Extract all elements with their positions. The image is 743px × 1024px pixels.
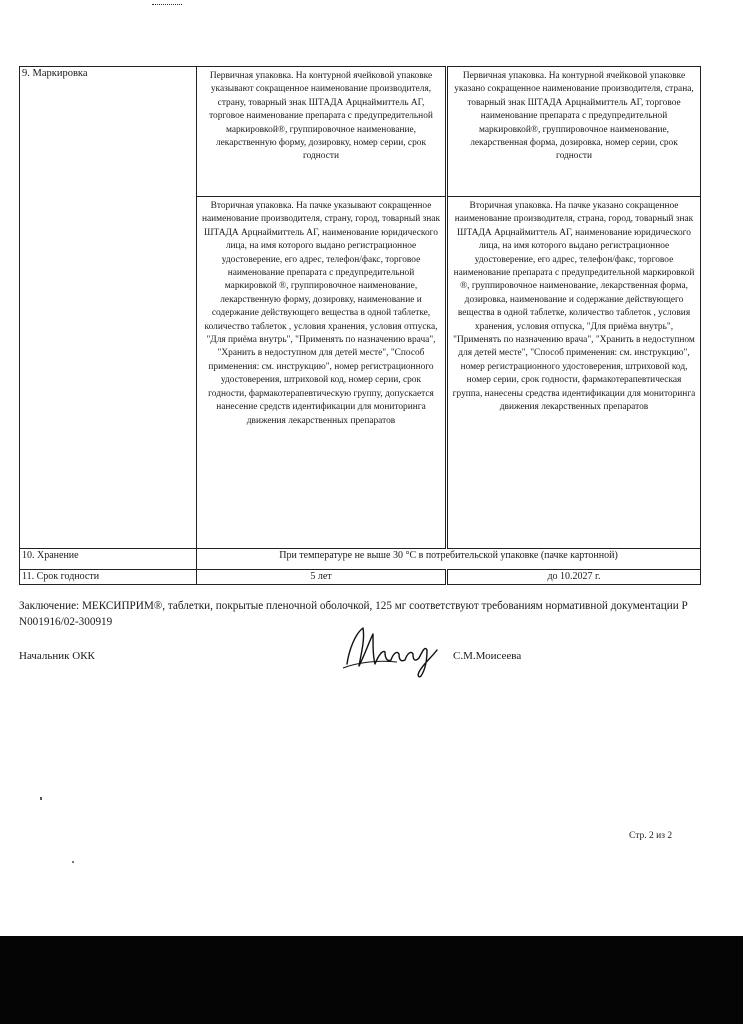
table-row <box>20 67 701 197</box>
table-row <box>20 570 701 585</box>
parameter-cell-storage: 10. Хранение <box>20 549 197 570</box>
parameter-cell-marking: 9. Маркировка <box>20 67 197 549</box>
conclusion-text: Заключение: МЕКСИПРИМ®, таблетки, покрытые пленочной оболочкой, 125 мг соответствуют требованиям нормативной документации Р N001916/02-300919 <box>19 600 688 628</box>
requirement-cell: Вторичная упаковка. На пачке указывают сокращенное наименование производителя, страну, город, товарный знак ШТАДА Арцнаймиттель АГ, наименование юридического лица, на имя которого выдано регистрационное удостоверение, его адрес, телефон/факс, торговое наименование препарата с предупредительной маркировкой ®, группировочное наименование, лекарственную форму, дозировку, наименование и содержание действующего вещества в одной таблетке, количество таблеток , условия хранения, условия отпуска, "Для приёма внутрь", "Применять по назначению врача", "Хранить в недоступном для детей месте", "Способ применения: см. инструкцию", номер регистрационного удостоверения, штриховой код, номер серии, срок годности, фармакотерапевтическую группу, допускается нанесение средств идентификации для мониторинга движения лекарственных препаратов <box>197 197 447 549</box>
result-cell: до 10.2027 г. <box>447 570 701 585</box>
requirement-cell: Первичная упаковка. На контурной ячейковой упаковке указывают сокращенное наименование производителя, страну, товарный знак ШТАДА Арцнаймиттель АГ, торговое наименование препарата с предупредительной маркировкой®, группировочное наименование, лекарственную форму, дозировку, номер серии, срок годности <box>197 67 447 197</box>
signer-name: С.М.Моисеева <box>453 650 522 662</box>
requirement-cell: 5 лет <box>197 570 447 585</box>
parameter-cell-shelf-life: 11. Срок годности <box>20 570 197 585</box>
scan-speck <box>40 797 42 800</box>
scan-dark-band <box>0 936 743 1024</box>
result-cell: Первичная упаковка. На контурной ячейковой упаковке указано сокращенное наименование производителя, страна, товарный знак ШТАДА Арцнаймиттель АГ, торговое наименование препарата с предупредительной маркировкой®, группировочное наименование, лекарственная форма, дозировка, номер серии, срок годности <box>447 67 701 197</box>
scan-speck <box>72 861 74 863</box>
signature-block <box>19 648 719 708</box>
signer-position: Начальник ОКК <box>19 650 95 662</box>
table-row <box>20 549 701 570</box>
result-cell: Вторичная упаковка. На пачке указано сокращенное наименование производителя, страна, город, товарный знак ШТАДА Арцнаймиттель АГ, наименование юридического лица, на имя которого выдано регистрационное удостоверение, его адрес, телефон/факс, торговое наименование препарата с предупредительной маркировкой ®, группировочное наименование, лекарственная форма, дозировка, наименование и содержание действующего вещества в одной таблетке, количество таблеток , условия хранения, условия отпуска, "Для приёма внутрь", "Применять по назначению врача", "Хранить в недоступном для детей месте", "Способ применения: см. инструкцию", номер регистрационного удостоверения, штриховой код, номер серии, срок годности, фармакотерапевтическая группа, нанесены средства идентификации для мониторинга движения лекарственных препаратов <box>447 197 701 549</box>
page-number: Стр. 2 из 2 <box>629 831 673 841</box>
scan-mark <box>152 4 182 7</box>
storage-value-cell: При температуре не выше 30 °С в потребительской упаковке (пачке картонной) <box>197 549 701 570</box>
specification-table <box>19 66 701 585</box>
handwritten-signature <box>339 620 449 680</box>
